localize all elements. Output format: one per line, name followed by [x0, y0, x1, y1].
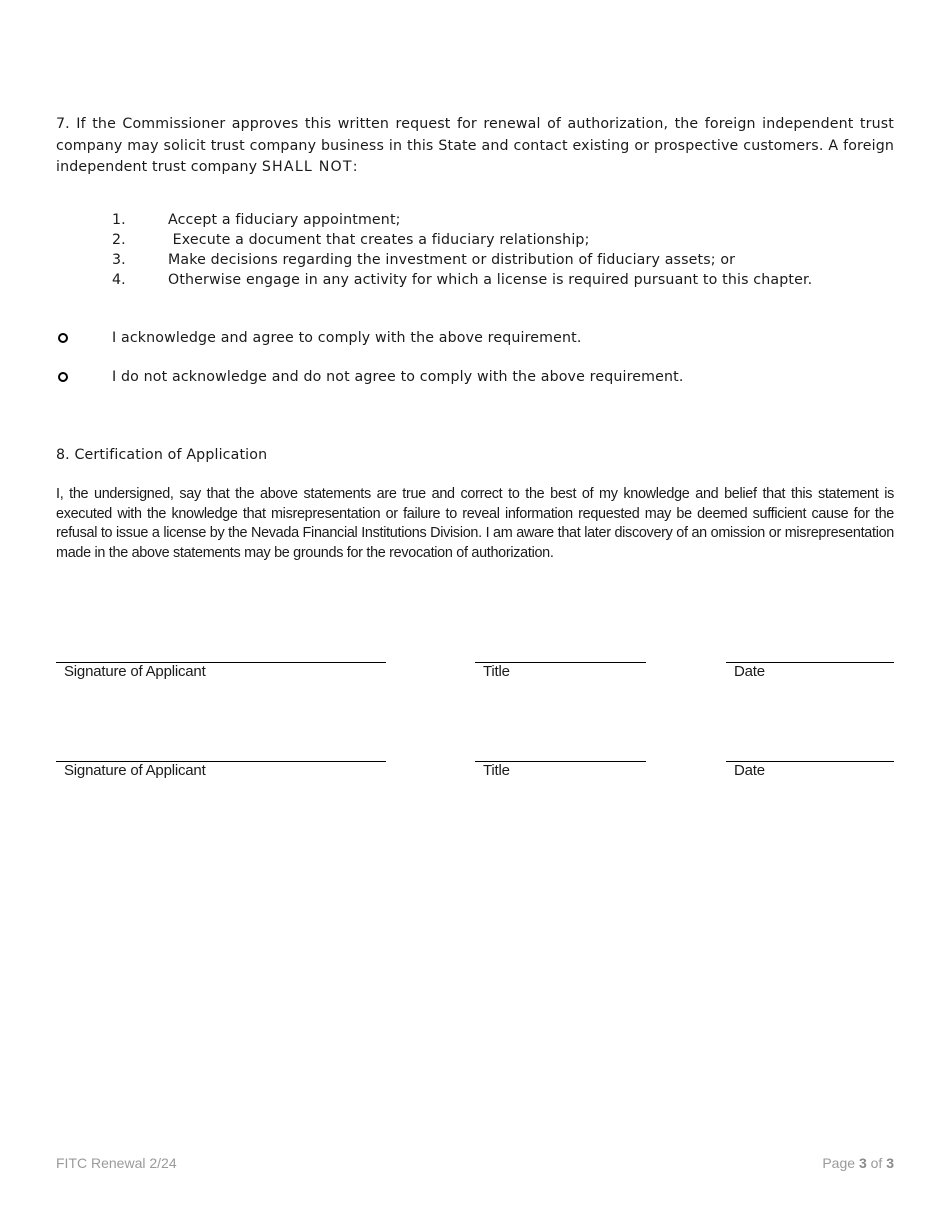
signature-label: Signature of Applicant — [64, 762, 206, 779]
list-item-number: 3. — [112, 252, 126, 268]
list-item-text: Execute a document that creates a fiduciary relationship; — [168, 232, 590, 248]
list-item-text: Accept a fiduciary appointment; — [168, 212, 401, 228]
title-label: Title — [483, 663, 510, 680]
list-item-text: Make decisions regarding the investment or distribution of fiduciary assets; or — [168, 252, 736, 268]
list-item-number: 2. — [112, 232, 126, 248]
section-7-colon: : — [352, 159, 358, 175]
certification-paragraph: I, the undersigned, say that the above statements are true and correct to the best of my knowledge and belief that this statement is executed with the knowledge that misrepresentation or failure to reveal information requested may be deemed sufficient cause for the refusal to issue a license by the Nevada Financial Institutions Division. I am aware that later discovery of an omission or misrepresentation made in the above statements may be grounds for the revocation of authorization. — [56, 486, 894, 561]
list-item — [112, 230, 872, 250]
page-number — [822, 1153, 894, 1173]
form-identifier: FITC Renewal 2/24 — [56, 1155, 177, 1171]
prohibited-activities-list — [112, 210, 872, 290]
page-of: of — [870, 1155, 883, 1171]
signature-label: Signature of Applicant — [64, 663, 206, 680]
section-8-heading: 8. Certification of Application — [56, 447, 268, 463]
date-label: Date — [734, 762, 765, 779]
shall-not-emphasis: SHALL NOT — [261, 159, 353, 175]
acknowledge-option[interactable] — [56, 327, 816, 349]
page-word: Page — [822, 1155, 856, 1171]
section-7-text: 7. If the Commissioner approves this written request for renewal of authorization, the foreign independent trust company may solicit trust company business in this State and contact existing or prospective customers. A foreign independent trust company — [56, 116, 894, 175]
list-item — [112, 250, 872, 270]
do-not-acknowledge-radio[interactable] — [58, 372, 68, 382]
date-label: Date — [734, 663, 765, 680]
do-not-acknowledge-option[interactable] — [56, 366, 816, 388]
list-item-number: 4. — [112, 272, 126, 288]
list-item — [112, 270, 872, 290]
section-7-paragraph — [56, 114, 894, 179]
title-label: Title — [483, 762, 510, 779]
acknowledge-label: I acknowledge and agree to comply with the above requirement. — [112, 330, 582, 346]
list-item-number: 1. — [112, 212, 126, 228]
acknowledge-radio[interactable] — [58, 333, 68, 343]
list-item — [112, 210, 872, 230]
page-total: 3 — [886, 1155, 894, 1171]
page-current: 3 — [858, 1155, 867, 1171]
list-item-text: Otherwise engage in any activity for which a license is required pursuant to this chapter. — [168, 272, 813, 288]
do-not-acknowledge-label: I do not acknowledge and do not agree to comply with the above requirement. — [112, 369, 684, 385]
